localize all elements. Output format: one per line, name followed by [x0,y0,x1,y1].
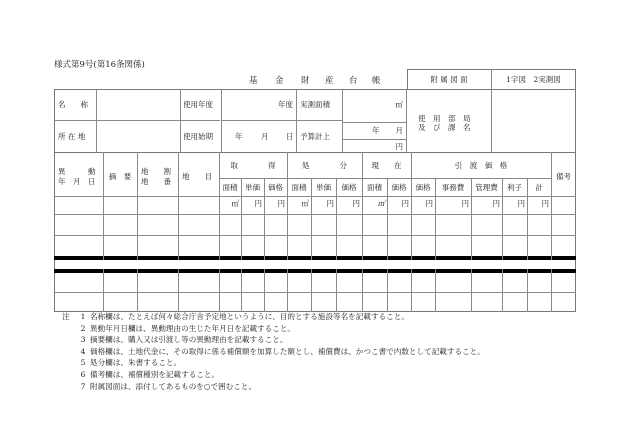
unit-yen: 円 [461,199,469,208]
use-year-label: 使用年度 [183,100,213,109]
budget-amount-unit: 円 [395,142,403,151]
subheader-interest: 利子 [507,183,522,192]
subheader-disp-area: 面積 [291,183,307,192]
subheader-current-area: 面積 [367,183,382,192]
use-start-year-unit: 年 [235,132,243,141]
use-start-label: 使用始期 [183,132,213,141]
unit-sqm: ㎡ [301,199,309,208]
unit-yen: 円 [277,199,285,208]
subheader-management-fee: 管理費 [475,183,498,192]
attached-drawing-label: 附 属 図 面 [430,75,468,84]
title-char: 帳 [372,76,381,86]
use-start-month-unit: 月 [261,132,269,141]
note-item: 7 附属図面は、添付してあるものを○で囲むこと。 [80,381,257,391]
header-remarks: 備考 [556,172,571,181]
subheader-acq-unit-price: 単価 [245,183,260,192]
note-item: 4 価格欄は、土地代金に、その取得に係る補償額を加算した額とし、補償費は、かつこ書で内数として記載すること。 [80,346,485,356]
unit-yen: 円 [517,199,525,208]
subheader-disp-unit-price: 単価 [316,183,331,192]
title-char: 財 [301,76,310,86]
form-number-label: 様式第9号(第16条関係) [54,60,145,70]
header-lot-line1: 地 割 [141,167,171,176]
subheader-transfer-price: 価格 [415,183,431,192]
unit-yen: 円 [326,199,334,208]
use-year-unit: 年度 [278,100,293,109]
title-char: 基 [249,76,258,86]
header-change-date-line1: 異 動 [58,167,96,176]
budget-month-unit: 月 [395,126,403,135]
unit-yen: 円 [425,199,433,208]
header-summary: 摘 要 [108,172,132,181]
name-label: 名 称 [58,100,88,109]
subheader-disp-price: 価格 [341,183,357,192]
use-start-day-unit: 日 [286,132,294,141]
subheader-office-fee: 事務費 [441,183,465,192]
separator-band [55,260,575,269]
location-field[interactable] [97,121,179,151]
note-item: 2 異動年月日欄は、異動理由の生じた年月日を記載すること。 [80,323,296,333]
department-label-line1: 使 用 部 局 [418,114,471,123]
table-row[interactable] [55,215,575,235]
location-label: 所 在 地 [58,132,86,141]
subheader-current-price: 価格 [391,183,407,192]
measured-area-unit: ㎡ [395,100,403,109]
note-item: 3 摘要欄は、購入又は引渡し等の異動理由を記載すること。 [80,335,288,345]
note-item: 6 備考欄は、補償種別を記載すること。 [80,369,220,379]
header-land-category: 地 目 [182,172,212,181]
name-field[interactable] [97,90,179,119]
budget-label: 予算計上 [300,132,330,141]
budget-year-unit: 年 [372,126,380,135]
title-char: 産 [325,76,334,86]
measured-area-label: 実測面積 [300,100,330,109]
title-char: 台 [349,76,358,86]
unit-yen: 円 [254,199,262,208]
department-label-line2: 及 び 課 名 [418,123,471,132]
unit-yen: 円 [352,199,360,208]
title-char: 金 [275,76,284,86]
subheader-total: 計 [535,183,543,192]
unit-yen: 円 [401,199,409,208]
table-row[interactable] [55,273,575,292]
header-change-date-line2: 年 月 日 [58,177,96,186]
header-acquisition: 取 得 [230,161,276,170]
notes-section [62,311,485,392]
header-disposal: 処 分 [302,161,347,170]
header-transfer-price: 引 渡 価 格 [454,161,508,170]
unit-yen: 円 [492,199,500,208]
department-field[interactable] [492,90,575,151]
header-current: 現 在 [371,161,402,170]
unit-yen: 円 [541,199,549,208]
subheader-acq-area: 面積 [222,183,238,192]
attached-drawing-options[interactable]: 1字図 2実測図 [506,75,561,84]
note-item: 5 処分欄は、朱書すること。 [80,358,182,368]
table-row[interactable] [55,236,575,256]
unit-sqm: ㎡ [377,199,385,208]
header-lot-line2: 地 番 [141,177,171,186]
unit-sqm: ㎡ [231,199,239,208]
subheader-acq-price: 価格 [268,183,283,192]
note-item: 注 1 名称欄は、たとえば何々総合庁舎予定地というように、目的とする施設等名を記載すること。 [62,312,409,321]
table-row[interactable] [55,293,575,311]
